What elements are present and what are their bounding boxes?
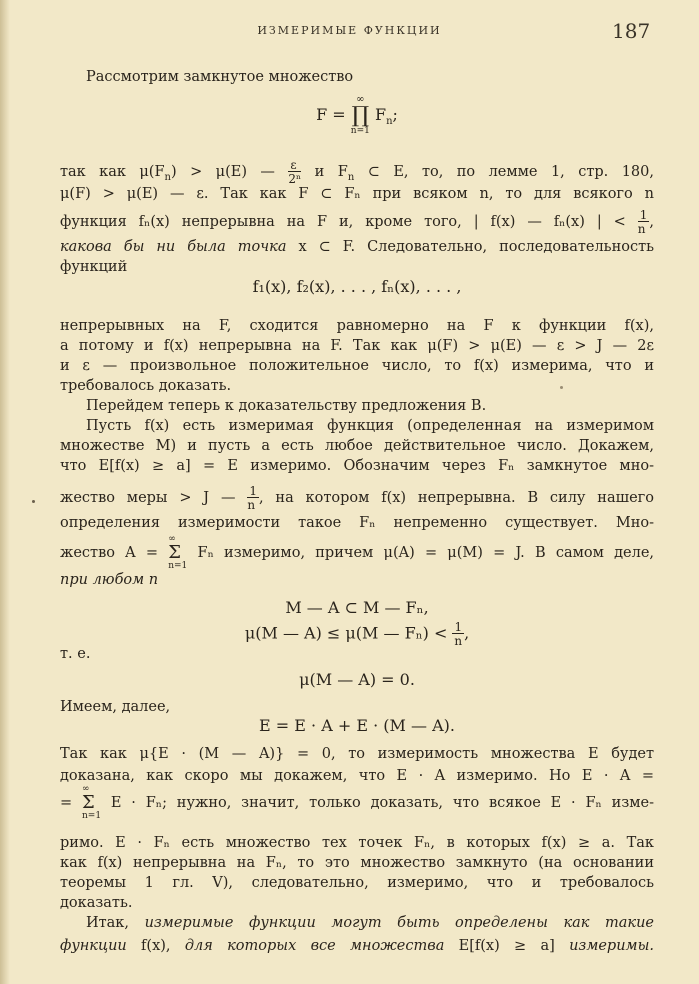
text-part: жество меры > J —: [60, 490, 248, 506]
sum-symbol: Σ: [81, 792, 95, 813]
italic-text: измеримые функции могут быть определены как такие: [144, 915, 654, 931]
formula-decomposition: E = E · A + E · (M — A).: [259, 716, 455, 735]
sum-symbol: Σ: [168, 542, 181, 563]
text-line: [60, 936, 654, 956]
formula-sequence: f₁(x), f₂(x), . . . , fₙ(x), . . . ,: [252, 277, 462, 296]
text-line: и ε — произвольное положительное число, то f(x) измерима, что и: [60, 358, 654, 374]
text-part: ) > μ(E) —: [170, 164, 289, 180]
fraction-numerator: 1: [454, 620, 463, 634]
sum-upper-limit: ∞: [81, 784, 90, 794]
text-part: , на котором f(x) непрерывна. В силу нашего: [258, 490, 654, 506]
text-part: f(x),: [126, 938, 185, 954]
text-part: ⊂ E, то, по лемме 1, стр. 180,: [354, 164, 654, 180]
text-part: E · Fₙ; нужно, значит, только доказать, что всякое E · Fₙ изме-: [101, 795, 654, 811]
text-line: как f(x) непрерывна на Fₙ, то это множество замкнуто (на основании: [60, 855, 654, 871]
fraction-denominator: n: [454, 634, 463, 648]
text-line: римо. E · Fₙ есть множество тех точек Fₙ, в которых f(x) ≥ a. Так: [60, 835, 654, 851]
text-line: [60, 237, 654, 257]
formula-part: ,: [464, 623, 470, 643]
text-part: =: [60, 795, 82, 811]
sum-lower-limit: n=1: [81, 811, 102, 821]
margin-mark: [32, 500, 35, 503]
text-line: Имеем, далее,: [60, 699, 171, 715]
text-part: ,: [649, 214, 654, 230]
text-line: функций: [60, 259, 128, 275]
text-line: при любом n: [60, 572, 159, 588]
text-line: [86, 913, 654, 933]
fraction-numerator: 1: [639, 208, 648, 222]
italic-text: измеримы.: [569, 938, 654, 954]
formula-part: μ(M — A) ≤ μ(M — Fₙ) <: [244, 623, 453, 643]
text-line: Пусть f(x) есть измеримая функция (определенная на измеримом: [86, 418, 654, 434]
text-line: [60, 535, 654, 569]
text-line: определения измеримости такое Fₙ непременно существует. Мно-: [60, 515, 654, 531]
product-upper-limit: ∞: [356, 94, 365, 105]
text-line: доказана, как скоро мы докажем, что E · A измеримо. Но E · A =: [60, 768, 654, 784]
italic-text: функции: [60, 938, 127, 954]
running-head: ИЗМЕРИМЫЕ ФУНКЦИИ: [257, 24, 442, 37]
product-operator: [351, 95, 370, 136]
text-line: множестве M) и пусть a есть любое действительное число. Докажем,: [60, 438, 654, 454]
fraction-denominator: n: [247, 498, 256, 512]
subscript: n: [386, 116, 393, 128]
subscript: n: [347, 171, 355, 183]
fraction: [247, 485, 259, 511]
fraction: [288, 159, 301, 185]
fraction-denominator: n: [637, 222, 646, 236]
text-line: теоремы 1 гл. V), следовательно, измеримо, что и требовалось: [60, 875, 654, 891]
formula-part: ;: [392, 105, 398, 124]
formula-product: [60, 95, 654, 145]
text-line: требовалось доказать.: [60, 378, 232, 394]
subscript: n: [164, 171, 171, 183]
fraction-denominator: 2ⁿ: [288, 172, 302, 186]
page-number: 187: [612, 19, 651, 43]
text-part: жество A =: [60, 545, 169, 561]
fraction: [638, 209, 650, 235]
text-part: x ⊂ F. Следовательно, последовательность: [286, 239, 654, 255]
text-part: так как μ(F: [60, 164, 165, 180]
text-line: Рассмотрим замкнутое множество: [86, 69, 354, 85]
text-part: E[f(x) ≥ a]: [444, 938, 570, 954]
formula-part: F: [374, 105, 387, 124]
text-line: доказать.: [60, 895, 133, 911]
fraction-numerator: ε: [288, 159, 301, 172]
product-symbol: ∏: [351, 103, 370, 128]
text-line: [60, 209, 654, 235]
text-line: Перейдем теперь к доказательству предложения B.: [86, 398, 487, 414]
italic-text: какова бы ни была точка: [60, 239, 287, 255]
sum-operator: [168, 535, 187, 571]
fraction-numerator: 1: [249, 484, 257, 498]
product-lower-limit: n=1: [350, 126, 370, 136]
text-line: т. е.: [60, 646, 91, 662]
text-line: а потому и f(x) непрерывна на F. Так как μ(F) > μ(E) — ε > J — 2ε: [60, 338, 654, 354]
text-line: что E[f(x) ≥ a] = E измеримо. Обозначим через Fₙ замкнутое мно-: [60, 458, 654, 474]
sum-lower-limit: n=1: [168, 561, 188, 571]
formula-part: F =: [316, 105, 351, 124]
sum-upper-limit: ∞: [168, 534, 176, 544]
italic-text: для которых все множества: [184, 938, 445, 954]
formula-inclusion: M — A ⊂ M — Fₙ,: [285, 598, 429, 617]
text-line: [60, 485, 654, 511]
text-line: Так как μ{E · (M — A)} = 0, то измеримость множества E будет: [60, 746, 654, 762]
text-part: Fₙ измеримо, причем μ(A) = μ(M) = J. В самом деле,: [187, 545, 655, 561]
formula-measure-zero: μ(M — A) = 0.: [299, 670, 415, 689]
sum-operator: [82, 785, 101, 821]
text-line: μ(F) > μ(E) — ε. Так как F ⊂ Fₙ при всяком n, то для всякого n: [60, 186, 654, 202]
text-part: и F: [301, 164, 348, 180]
text-line: непрерывных на F, сходится равномерно на F к функции f(x),: [60, 318, 654, 334]
page-edge-shadow: [0, 0, 10, 984]
text-line: [60, 785, 654, 819]
text-part: Итак,: [86, 915, 145, 931]
text-part: функция fₙ(x) непрерывна на F и, кроме того, | f(x) — fₙ(x) | <: [60, 214, 638, 230]
